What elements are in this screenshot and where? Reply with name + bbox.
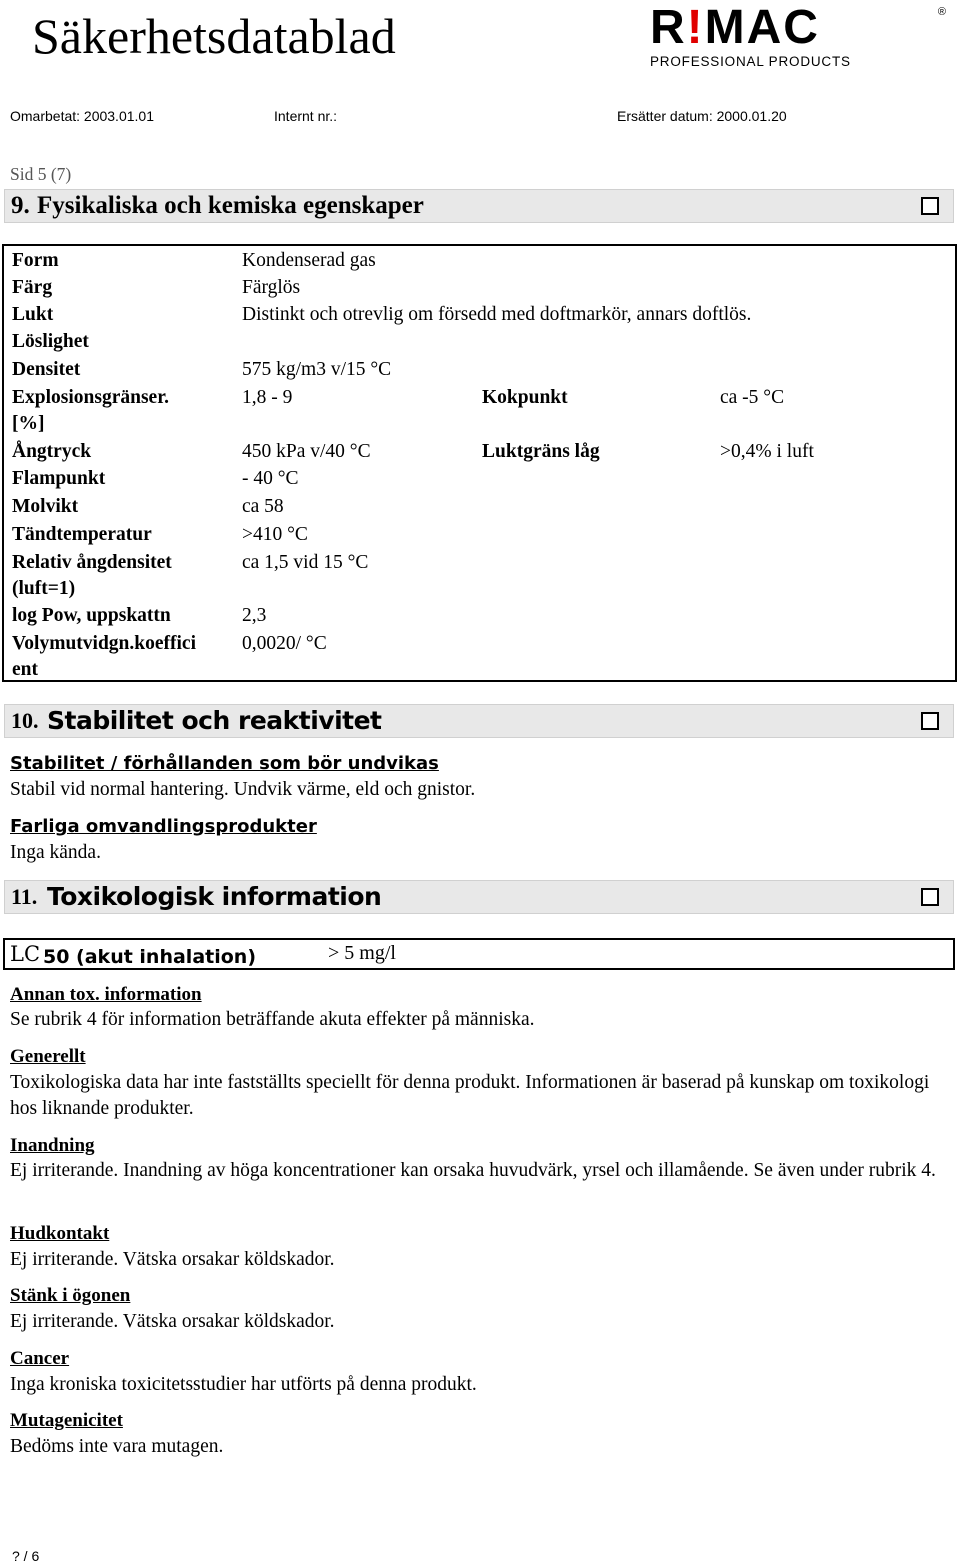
prop-label: Volymutvidgn.koeffici xyxy=(12,633,197,654)
prop-label: Lukt xyxy=(12,304,54,325)
prop-value: - 40 °C xyxy=(242,468,299,489)
section-title: Toxikologisk information xyxy=(47,882,382,911)
section-11-heading xyxy=(4,880,954,914)
prop-label: Densitet xyxy=(12,359,81,380)
inhalation-label: Inandning xyxy=(10,1135,95,1156)
stability-label: Stabilitet / förhållanden som bör undvikas xyxy=(10,753,439,774)
checkbox-icon[interactable] xyxy=(921,888,939,906)
inhalation-text: Ej irriterande. Inandning av höga koncentrationer kan orsaka huvudvärk, yrsel och illamående. Se även under rubrik 4. xyxy=(10,1160,936,1181)
mutagenicity-text: Bedöms inte vara mutagen. xyxy=(10,1436,224,1457)
prop-label-cont: ent xyxy=(12,659,38,680)
prop-label: log Pow, uppskattn xyxy=(12,605,171,626)
logo-tagline: PROFESSIONAL PRODUCTS xyxy=(650,54,851,69)
prop-label: Ångtryck xyxy=(12,441,92,462)
mutagenicity-label: Mutagenicitet xyxy=(10,1410,123,1431)
section-10-heading xyxy=(4,704,954,738)
prop-label-b: Luktgräns låg xyxy=(482,441,600,462)
section-number: 9. xyxy=(11,192,30,219)
internal-number: Internt nr.: xyxy=(274,108,338,124)
cancer-text: Inga kroniska toxicitetsstudier har utförts på denna produkt. xyxy=(10,1374,477,1395)
skin-contact-label: Hudkontakt xyxy=(10,1223,110,1244)
registered-mark: ® xyxy=(937,6,946,18)
rmac-logo xyxy=(650,1,950,69)
hazardous-decomposition-label: Farliga omvandlingsprodukter xyxy=(10,816,317,837)
prop-label: Löslighet xyxy=(12,331,89,352)
prop-label: Explosionsgränser. xyxy=(12,387,169,408)
page-label: Sid 5 (7) xyxy=(10,164,72,184)
section-9-heading xyxy=(4,189,954,223)
replaces-date: Ersätter datum: 2000.01.20 xyxy=(617,108,787,124)
general-text: Toxikologiska data har inte fastställts speciellt för denna produkt. Informationen är baserad på kunskap om toxikologi hos liknande produkter. xyxy=(10,1072,930,1119)
prop-label: Form xyxy=(12,250,59,271)
prop-value-b: ca -5 °C xyxy=(720,387,785,408)
prop-label: Relativ ångdensitet xyxy=(12,552,172,573)
page-counter: ? / 6 xyxy=(12,1548,40,1564)
document-title: Säkerhetsdatablad xyxy=(32,8,396,64)
section-title: Stabilitet och reaktivitet xyxy=(47,706,382,735)
revised-date: Omarbetat: 2003.01.01 xyxy=(10,108,154,124)
prop-value: >410 °C xyxy=(242,524,308,545)
eye-contact-text: Ej irriterande. Vätska orsakar köldskador. xyxy=(10,1311,335,1332)
lc-label-rest: 50 (akut inhalation) xyxy=(43,946,256,968)
prop-value: Distinkt och otrevlig om försedd med doftmarkör, annars doftlös. xyxy=(242,304,752,325)
checkbox-icon[interactable] xyxy=(921,197,939,215)
prop-value: ca 58 xyxy=(242,496,284,517)
physical-properties-table xyxy=(2,244,957,682)
logo-wordmark: R!MAC xyxy=(650,1,820,54)
prop-label: Flampunkt xyxy=(12,468,106,489)
prop-value: Färglös xyxy=(242,277,301,298)
section-title: Fysikaliska och kemiska egenskaper xyxy=(37,192,424,219)
stability-text: Stabil vid normal hantering. Undvik värme, eld och gnistor. xyxy=(10,779,476,800)
prop-value: 575 kg/m3 v/15 °C xyxy=(242,359,392,380)
prop-label-b: Kokpunkt xyxy=(482,387,568,408)
skin-contact-text: Ej irriterande. Vätska orsakar köldskador. xyxy=(10,1249,335,1270)
eye-contact-label: Stänk i ögonen xyxy=(10,1285,131,1306)
prop-value: 2,3 xyxy=(242,605,267,626)
checkbox-icon[interactable] xyxy=(921,712,939,730)
general-label: Generellt xyxy=(10,1046,86,1067)
prop-value: 450 kPa v/40 °C xyxy=(242,441,371,462)
prop-value-b: >0,4% i luft xyxy=(720,441,814,462)
prop-label: Molvikt xyxy=(12,496,79,517)
lc-value: > 5 mg/l xyxy=(328,942,396,964)
prop-value: ca 1,5 vid 15 °C xyxy=(242,552,369,573)
lc-label: LC xyxy=(10,942,41,966)
section-number: 11. xyxy=(11,884,38,909)
lc50-box xyxy=(3,938,955,970)
prop-value: Kondenserad gas xyxy=(242,250,376,271)
hazardous-decomposition-text: Inga kända. xyxy=(10,842,101,863)
prop-label: Färg xyxy=(12,277,53,298)
other-tox-label: Annan tox. information xyxy=(10,984,202,1005)
section-number: 10. xyxy=(11,708,39,733)
prop-label-cont: [%] xyxy=(12,413,45,434)
cancer-label: Cancer xyxy=(10,1348,70,1369)
prop-value: 0,0020/ °C xyxy=(242,633,327,654)
prop-label: Tändtemperatur xyxy=(12,524,152,545)
other-tox-text: Se rubrik 4 för information beträffande akuta effekter på människa. xyxy=(10,1009,535,1030)
prop-label-cont: (luft=1) xyxy=(12,578,76,599)
prop-value: 1,8 - 9 xyxy=(242,387,293,408)
